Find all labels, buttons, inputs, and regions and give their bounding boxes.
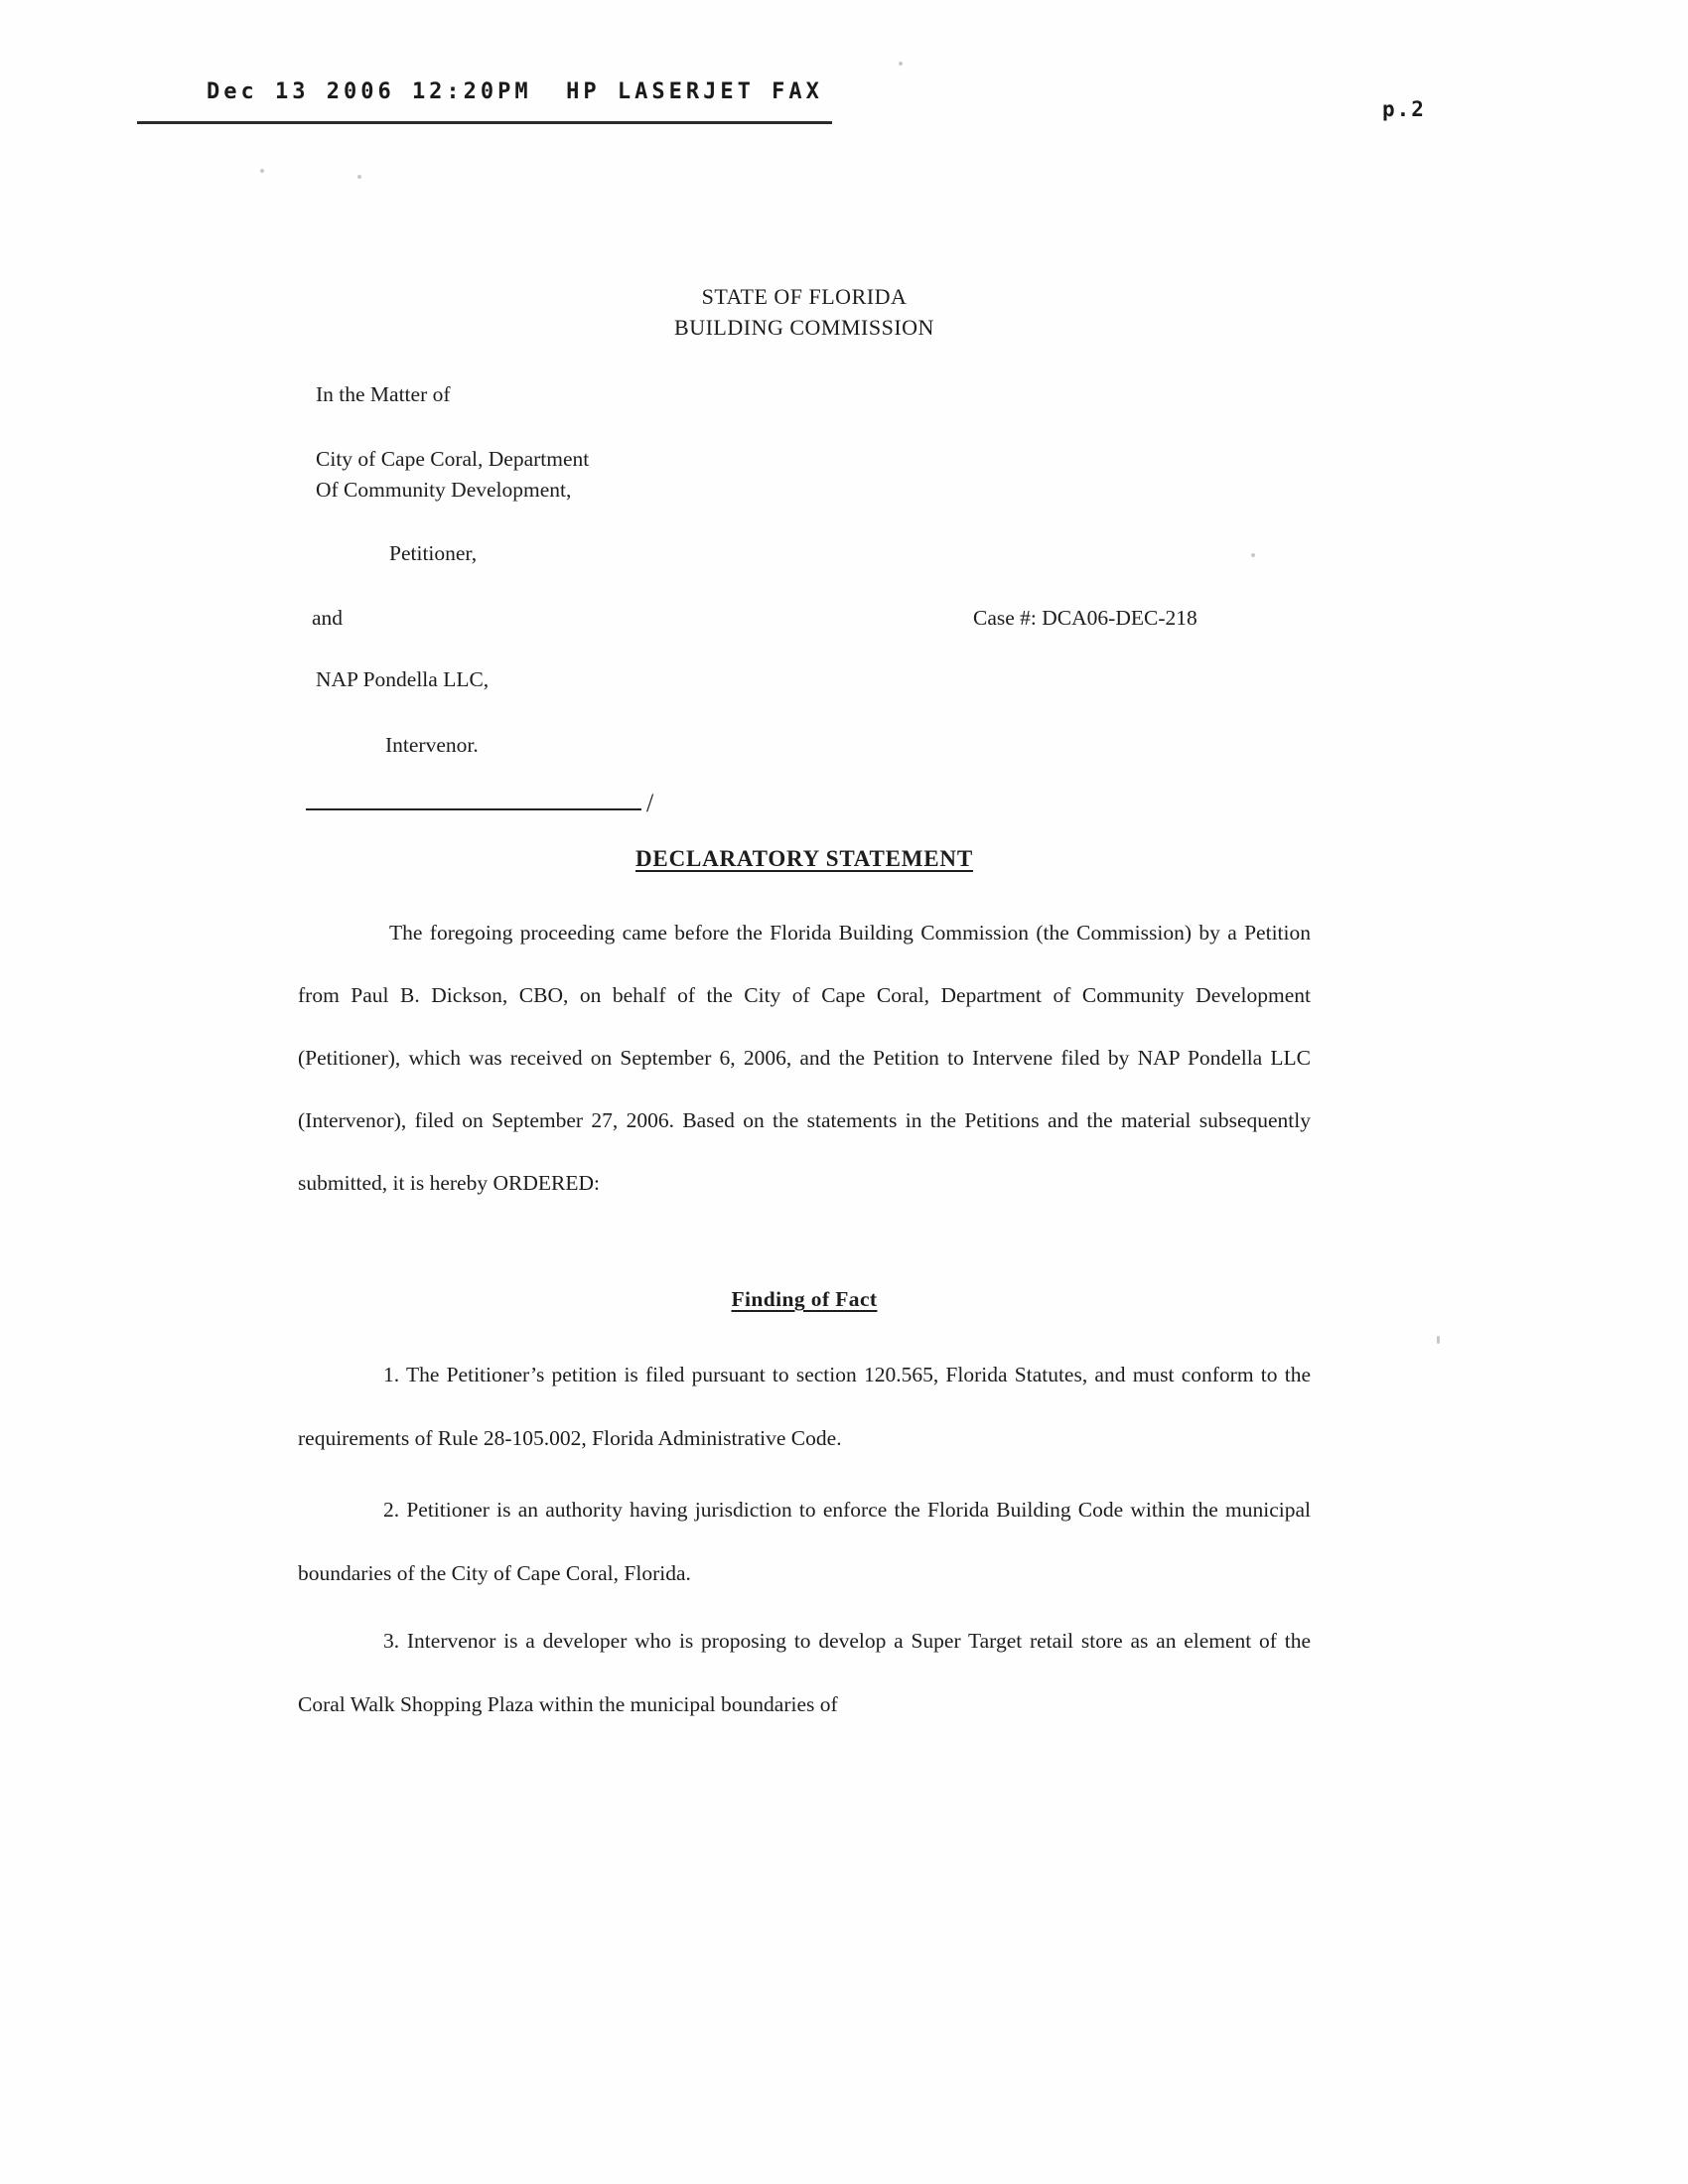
scan-artifact-dot bbox=[1437, 1336, 1440, 1344]
declaratory-statement-heading: DECLARATORY STATEMENT bbox=[635, 846, 973, 871]
finding-item-2: 2. Petitioner is an authority having jurisdiction to enforce the Florida Building Code within the municipal boundaries of the City of Cape Coral, Florida. bbox=[298, 1498, 1311, 1585]
finding-item-3: 3. Intervenor is a developer who is proposing to develop a Super Target retail store as an element of the Coral Walk Shopping Plaza within the municipal boundaries of bbox=[298, 1629, 1311, 1716]
scan-artifact-dot bbox=[260, 169, 264, 173]
intervenor-name: NAP Pondella LLC, bbox=[316, 667, 490, 691]
caption-separator-line bbox=[306, 783, 641, 810]
title-line-2: BUILDING COMMISSION bbox=[674, 315, 934, 340]
fax-header-line: Dec 13 2006 12:20PM HP LASERJET FAX bbox=[207, 79, 823, 104]
and-label: and bbox=[312, 606, 344, 630]
finding-item-1: 1. The Petitioner’s petition is filed pursuant to section 120.565, Florida Statutes, and must conform to the requirements of Rule 28-105.002, Florida Administrative Code. bbox=[298, 1363, 1311, 1450]
declaratory-statement-paragraph: The foregoing proceeding came before the Florida Building Commission (the Commission) by a Petition from Paul B. Dickson, CBO, on behalf of the City of Cape Coral, Department of Community Development (Petitioner), which was received on September 6, 2006, and the Petition to Intervene filed by NAP Pondella LLC (Intervenor), filed on September 27, 2006. Based on the statements in the Petitions and the material subsequently submitted, it is hereby ORDERED: bbox=[298, 921, 1311, 1195]
finding-of-fact-heading: Finding of Fact bbox=[731, 1287, 878, 1311]
caption-separator bbox=[306, 783, 654, 817]
petitioner-name-line-2: Of Community Development, bbox=[316, 478, 572, 502]
in-the-matter-label: In the Matter of bbox=[316, 382, 451, 406]
caption-separator-slash: / bbox=[646, 789, 654, 817]
case-number: Case #: DCA06-DEC-218 bbox=[973, 606, 1197, 630]
petitioner-label: Petitioner, bbox=[389, 541, 478, 565]
document-title bbox=[298, 281, 1311, 343]
intervenor-label: Intervenor. bbox=[385, 733, 479, 757]
fax-page-number: p.2 bbox=[1382, 97, 1426, 121]
petitioner-name-line-1: City of Cape Coral, Department bbox=[316, 447, 590, 471]
petitioner-name bbox=[316, 444, 589, 506]
document-body bbox=[298, 0, 1311, 2184]
title-line-1: STATE OF FLORIDA bbox=[701, 284, 908, 309]
